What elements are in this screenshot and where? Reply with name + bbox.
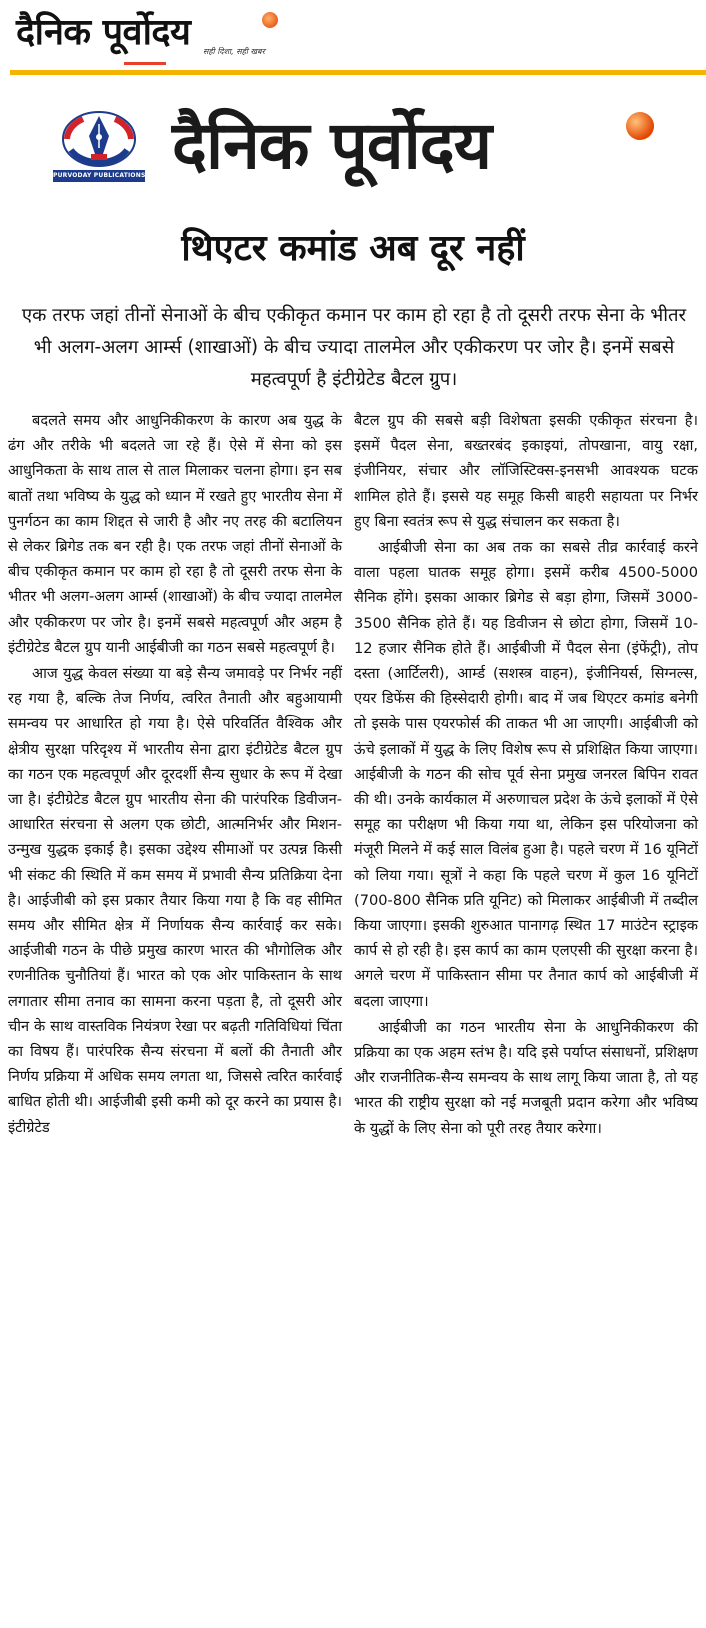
brand-title: दैनिक पूर्वोदय <box>172 107 492 184</box>
masthead-tagline: सही दिशा, सही खबर <box>203 47 265 56</box>
paragraph: बैटल ग्रुप की सबसे बड़ी विशेषता इसकी एकीकृत संरचना है। इसमें पैदल सेना, बख्तरबंद इकाइयां, तोपखाना, वायु रक्षा, इंजीनियर, संचार और लॉजिस्टिक्स-इनसभी आवश्यक घटक शामिल होते हैं। इससे यह समूह किसी बाहरी सहायता पर निर्भर हुए बिना स्वतंत्र रूप से युद्ध संचालन कर सकता है। <box>354 412 698 530</box>
paragraph: आज युद्ध केवल संख्या या बड़े सैन्य जमावड़े पर निर्भर नहीं रह गया है, बल्कि तेज निर्णय, त्वरित तैनाती और बहुआयामी समन्वय पर आधारित हो गया है। ऐसे परिवर्तित वैश्विक और क्षेत्रीय सुरक्षा परिदृश्य में भारतीय सेना द्वारा इंटीग्रेटेड बैटल ग्रुप का गठन एक महत्वपूर्ण और दूरदर्शी सैन्य सुधार के रूप में देखा जा है। इंटीग्रेटेड बैटल ग्रुप भारतीय सेना की पारंपरिक डिवीजन-आधारित संरचना से अलग एक छोटी, आत्मनिर्भर और मिशन-उन्मुख युद्धक इकाई है। इसका उद्देश्य सीमाओं पर उत्पन्न किसी भी संकट की स्थिति में कम समय में प्रभावी सैन्य प्रतिक्रिया देना है। आईजीबी को इस प्रकार तैयार किया गया है कि वह सीमित समय और सीमित क्षेत्र में निर्णायक सैन्य कार्रवाई कर सके। आईजीबी गठन के पीछे प्रमुख कारण भारत की भौगोलिक और रणनीतिक चुनौतियां हैं। भारत को एक ओर पाकिस्तान के साथ लगातार सीमा तनाव का सामना करना पड़ता है, तो दूसरी ओर चीन के साथ वास्तविक नियंत्रण रेखा पर बढ़ती गतिविधियां चिंता का विषय हैं। पारंपरिक सैन्य संरचना में बलों की तैनाती और निर्णय प्रक्रिया में अधिक समय लगता था, जिससे त्वरित कार्रवाई बाधित होती थी। आईजीबी इसी कमी को दूर करने का प्रयास है। इंटीग्रेटेड <box>8 665 342 1136</box>
paragraph: बदलते समय और आधुनिकीकरण के कारण अब युद्ध के ढंग और तरीके भी बदलते जा रहे हैं। ऐसे में सेना को इस आधुनिकता के साथ ताल से ताल मिलाकर चलना होगा। इन सब बातों तथा भविष्य के युद्ध को ध्यान में रखते हुए भारतीय सेना में पुनर्गठन का काम शिद्दत से जारी है और नए तरह की बटालियन से लेकर ब्रिगेड तक बन रही है। एक तरफ जहां तीनों सेनाओं के बीच एकीकृत कमान पर काम हो रहा है तो दूसरी तरफ सेना के भीतर भी अलग-अलग आर्म्स (शाखाओं) के बीच ज्यादा तालमेल और एकीकरण पर जोर है। इनमें सबसे महत्वपूर्ण और अहम है इंटीग्रेटेड बैटल ग्रुप यानी आईबीजी का गठन सबसे महत्वपूर्ण है। <box>8 412 342 656</box>
paragraph: आईबीजी सेना का अब तक का सबसे तीव्र कार्रवाई करने वाला पहला घातक समूह होगा। इसमें करीब 4500-5000 सैनिक होंगे। इसका आकार ब्रिगेड से बड़ा होगा, जिसमें 3000-3500 सैनिक होते हैं। यह डिवीजन से छोटा होगा, जिसमें 10-12 हजार सैनिक होते हैं। आईबीजी में पैदल सेना (इंफेंट्री), तोप दस्ता (आर्टिलरी), आर्म्ड (सशस्त्र वाहन), इंजीनियर्स, सिग्नल्स, एयर डिफेंस की हिस्सेदारी होगी। बाद में जब थिएटर कमांड बनेगी तो इसके पास एयरफोर्स की ताकत भी आ जाएगी। आईबीजी को ऊंचे इलाकों में युद्ध के लिए विशेष रूप से प्रशिक्षित किया जाएगा। आईबीजी के गठन की सोच पूर्व सेना प्रमुख जनरल बिपिन रावत की थी। उनके कार्यकाल में अरुणाचल प्रदेश के ऊंचे इलाकों में ऐसे समूह का परीक्षण भी किया गया था, लेकिन इस परियोजना को मंजूरी मिलने में कई साल विलंब हुआ है। पहले चरण में 16 यूनिटों को लिया गया। सूत्रों ने कहा कि पहले चरण में कुल 16 यूनिटों (700-800 सैनिक प्रति यूनिट) को मिलाकर आईबीजी में तब्दील किया जाएगा। इसकी शुरुआत पानागढ़ स्थित 17 माउंटेन स्ट्राइक कार्प से हो रही है। इस कार्प का काम एलएसी की सुरक्षा करना है। अगले चरण में पाकिस्तान सीमा पर तैनात कार्प को आईबीजी में बदला जाएगा। <box>354 539 698 1010</box>
masthead-accent <box>124 62 166 65</box>
article-deck: एक तरफ जहां तीनों सेनाओं के बीच एकीकृत कमान पर काम हो रहा है तो दूसरी तरफ सेना के भीतर भी अलग-अलग आर्म्स (शाखाओं) के बीच ज्यादा तालमेल और एकीकरण पर जोर है। इनमें सबसे महत्वपूर्ण है इंटीग्रेटेड बैटल ग्रुप। <box>21 305 687 390</box>
logo-caption: PURVODAY PUBLICATIONS <box>53 170 145 182</box>
masthead-divider <box>10 70 706 75</box>
sun-icon <box>262 12 278 28</box>
paragraph: आईबीजी का गठन भारतीय सेना के आधुनिकीकरण की प्रक्रिया का एक अहम स्तंभ है। यदि इसे पर्याप्त संसाधनों, प्रशिक्षण और राजनीतिक-सैन्य समन्वय के साथ लागू किया जाता है, तो यह भारत की राष्ट्रीय सुरक्षा को नई मजबूती प्रदान करेगा और भविष्य के युद्धों के लिए सेना को पूरी तरह तैयार करेगा। <box>354 1018 698 1137</box>
masthead <box>0 0 706 78</box>
masthead-title: दैनिक पूर्वोदय <box>16 12 191 53</box>
publisher-logo <box>53 110 145 182</box>
article-column-1 <box>8 408 342 1140</box>
article-column-2 <box>354 408 698 1141</box>
brand-sun-icon <box>626 112 654 140</box>
article-headline: थिएटर कमांड अब दूर नहीं <box>181 228 525 269</box>
pen-nib-icon <box>61 110 137 168</box>
